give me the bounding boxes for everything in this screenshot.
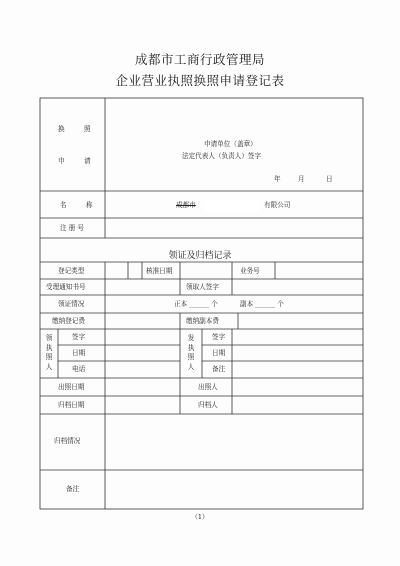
redaction-box — [204, 200, 260, 212]
label-shenqing-2: 请 — [84, 157, 91, 165]
issue-date-label: 出照日期 — [58, 383, 85, 391]
applicant-seal-label: 申请单位（盖章） — [204, 140, 257, 148]
issuer-label: 出照人 — [198, 383, 218, 391]
remarks-label: 备注 — [66, 485, 80, 493]
section-title: 领证及归档记录 — [168, 251, 232, 261]
reg-type-label: 登记类型 — [58, 267, 85, 275]
issuer-vertical-label: 发执照人 — [187, 334, 195, 371]
archiver-label: 归档人 — [198, 401, 218, 409]
receiver-sign-field-label: 签字 — [72, 333, 86, 341]
issuer-date-label: 日期 — [212, 349, 226, 357]
duplicate-copy-count: 副本 ______ 个 — [240, 300, 284, 308]
duplicate-fee-label: 缴纳副本费 — [186, 317, 219, 325]
form-title: 企业营业执照换照申请登记表 — [115, 73, 285, 88]
accept-notice-label: 受理通知书号 — [46, 283, 86, 291]
company-name-suffix: 有限公司 — [264, 201, 291, 209]
company-name-prefix: 成都市 — [176, 201, 196, 209]
date-month: 月 — [298, 175, 305, 183]
label-huanzhao-1: 换 — [58, 125, 65, 133]
archive-status-label: 归档情况 — [54, 437, 81, 445]
business-no-label: 业务号 — [240, 267, 260, 275]
original-copy-count: 正本 ______ 个 — [174, 300, 218, 308]
page-number: （1） — [191, 513, 209, 521]
license-status-label: 领证情况 — [58, 300, 85, 308]
page-title: 成都市工商行政管理局 — [134, 52, 265, 67]
name-label-1: 名 — [60, 201, 67, 209]
date-year: 年 — [274, 175, 281, 183]
date-day: 日 — [326, 175, 333, 183]
receiver-vertical-label: 领执照人 — [45, 334, 53, 371]
receiver-sign-label: 领取人签字 — [186, 283, 219, 291]
reg-fee-label: 缴纳登记费 — [52, 317, 85, 325]
legal-rep-sign-label: 法定代表人（负责人）签字 — [182, 152, 262, 160]
name-label-2: 称 — [86, 201, 93, 209]
receiver-phone-label: 电话 — [72, 365, 86, 373]
label-shenqing-1: 申 — [58, 157, 65, 165]
receiver-date-label: 日期 — [72, 349, 86, 357]
approval-date-label: 核准日期 — [146, 267, 173, 275]
issuer-remark-label: 备注 — [212, 365, 226, 373]
label-huanzhao-2: 照 — [84, 125, 91, 133]
reg-no-label: 注 册 号 — [60, 224, 84, 232]
archive-date-label: 归档日期 — [58, 401, 85, 409]
issuer-sign-label: 签字 — [212, 333, 226, 341]
